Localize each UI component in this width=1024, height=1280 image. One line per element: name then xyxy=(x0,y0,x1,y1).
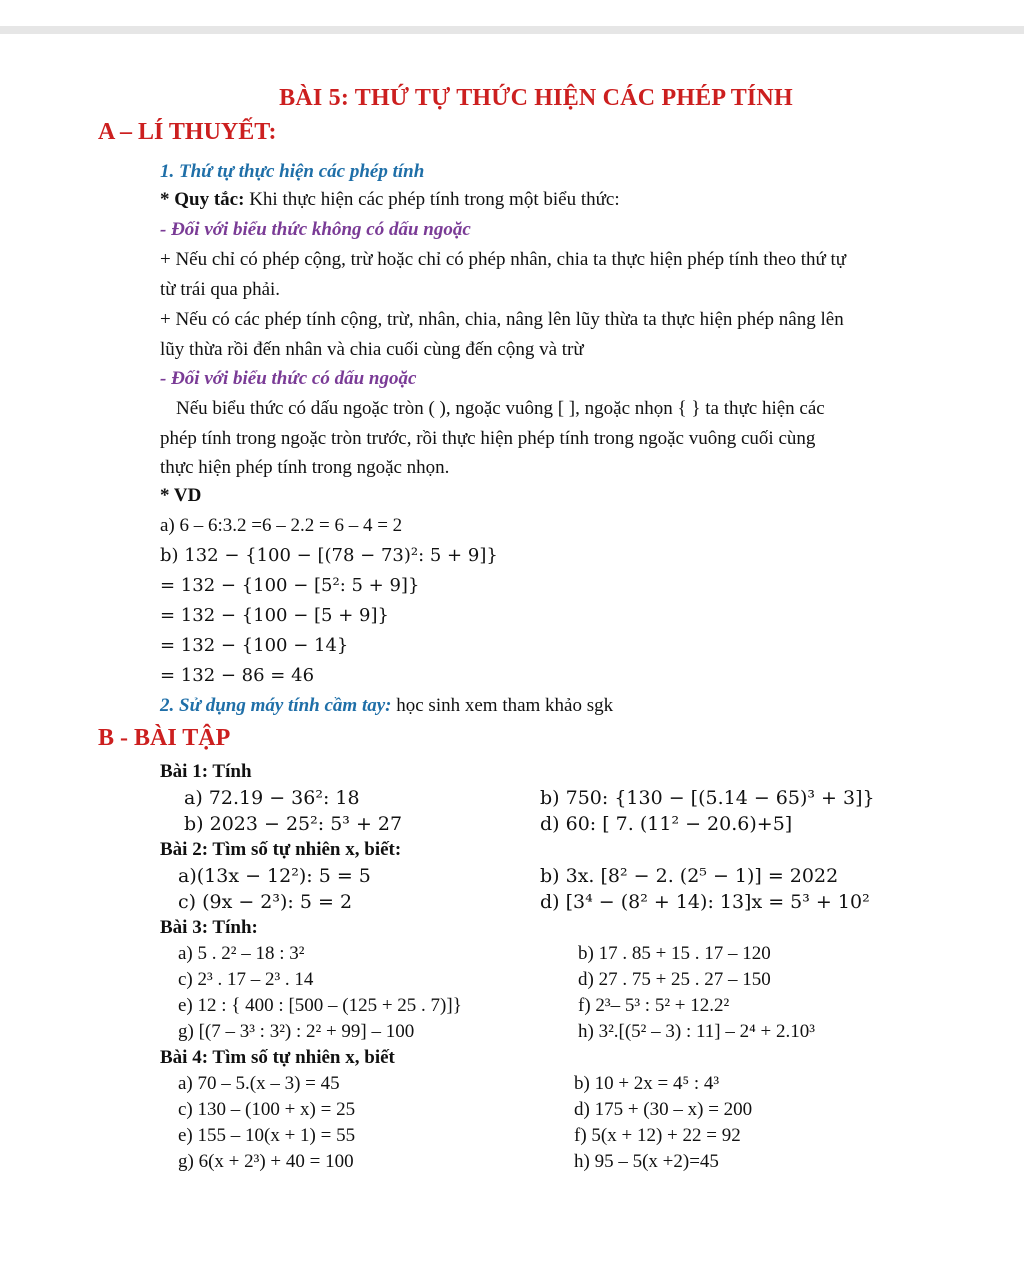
example-b-step-3: = 132 − {100 − [5 + 9]} xyxy=(160,605,389,626)
para-2-line-2: lũy thừa rồi đến nhân và chia cuối cùng đến cộng và trừ xyxy=(160,339,584,360)
theory-item-2 xyxy=(160,694,613,718)
exercise-3-title: Bài 3: Tính: xyxy=(160,917,258,938)
exercise-2-d: d) [3⁴ − (8² + 14): 13]x = 5³ + 10² xyxy=(540,891,870,913)
exercise-4-d: d) 175 + (30 – x) = 200 xyxy=(574,1099,753,1120)
exercise-1-title: Bài 1: Tính xyxy=(160,761,252,782)
rule-line xyxy=(160,188,620,212)
page-title: BÀI 5: THỨ TỰ THỨC HIỆN CÁC PHÉP TÍNH xyxy=(279,85,793,111)
exercise-3-g: g) [(7 – 3³ : 3²) : 2² + 99] – 100 xyxy=(178,1021,415,1042)
para-3-line-3: thực hiện phép tính trong ngoặc nhọn. xyxy=(160,457,450,478)
exercise-3-a: a) 5 . 2² – 18 : 3² xyxy=(178,943,305,964)
exercise-2-title: Bài 2: Tìm số tự nhiên x, biết: xyxy=(160,839,402,860)
exercise-1-d: d) 60: [ 7. (11² − 20.6)+5] xyxy=(540,813,793,835)
theory-item-1: 1. Thứ tự thực hiện các phép tính xyxy=(160,161,425,182)
exercise-1-b-right: b) 750: {130 − [(5.14 − 65)³ + 3]} xyxy=(540,787,875,809)
exercise-3-d: d) 27 . 75 + 25 . 27 – 150 xyxy=(578,969,771,990)
example-b-step-1: b) 132 − {100 − [(78 − 73)²: 5 + 9]} xyxy=(160,545,498,566)
para-3-line-2: phép tính trong ngoặc tròn trước, rồi thực hiện phép tính trong ngoặc vuông cuối cùng xyxy=(160,428,816,449)
exercise-3-e: e) 12 : { 400 : [500 – (125 + 25 . 7)]} xyxy=(178,995,462,1016)
para-1-line-1: + Nếu chỉ có phép cộng, trừ hoặc chỉ có phép nhân, chia ta thực hiện phép tính theo thứ tự xyxy=(160,249,847,270)
exercise-4-title: Bài 4: Tìm số tự nhiên x, biết xyxy=(160,1047,395,1068)
para-3-line-1: Nếu biểu thức có dấu ngoặc tròn ( ), ngoặc vuông [ ], ngoặc nhọn { } ta thực hiện các xyxy=(176,398,825,419)
exercise-3-b: b) 17 . 85 + 15 . 17 – 120 xyxy=(578,943,771,964)
theory-heading: A – LÍ THUYẾT: xyxy=(98,119,277,145)
exercise-2-a: a)(13x − 12²): 5 = 5 xyxy=(178,865,371,887)
exercise-2-b: b) 3x. [8² − 2. (2⁵ − 1)] = 2022 xyxy=(540,865,839,887)
exercise-4-h: h) 95 – 5(x +2)=45 xyxy=(574,1151,719,1172)
rule-text: Khi thực hiện các phép tính trong một biểu thức: xyxy=(244,189,620,210)
exercise-4-b: b) 10 + 2x = 4⁵ : 4³ xyxy=(574,1073,720,1094)
top-divider xyxy=(0,26,1024,34)
exercise-1-b-left: b) 2023 − 25²: 5³ + 27 xyxy=(184,813,403,835)
exercise-2-c: c) (9x − 2³): 5 = 2 xyxy=(178,891,353,913)
exercise-4-c: c) 130 – (100 + x) = 25 xyxy=(178,1099,356,1120)
exercise-4-a: a) 70 – 5.(x – 3) = 45 xyxy=(178,1073,340,1094)
no-bracket-heading: - Đối với biểu thức không có dấu ngoặc xyxy=(160,219,471,240)
with-bracket-heading: - Đối với biểu thức có dấu ngoặc xyxy=(160,368,417,389)
exercise-3-c: c) 2³ . 17 – 2³ . 14 xyxy=(178,969,314,990)
calculator-text: học sinh xem tham khảo sgk xyxy=(391,695,614,716)
calculator-label: 2. Sử dụng máy tính cầm tay: xyxy=(160,695,392,716)
exercise-4-f: f) 5(x + 12) + 22 = 92 xyxy=(574,1125,741,1146)
rule-label: * Quy tắc: xyxy=(160,189,245,210)
example-b-step-2: = 132 − {100 − [5²: 5 + 9]} xyxy=(160,575,420,596)
para-2-line-1: + Nếu có các phép tính cộng, trừ, nhân, chia, nâng lên lũy thừa ta thực hiện phép nâng lên xyxy=(160,309,844,330)
exercises-heading: B - BÀI TẬP xyxy=(98,725,231,751)
para-1-line-2: từ trái qua phải. xyxy=(160,279,281,300)
exercise-1-a: a) 72.19 − 36²: 18 xyxy=(184,787,360,809)
example-a: a) 6 – 6:3.2 =6 – 2.2 = 6 – 4 = 2 xyxy=(160,515,403,536)
example-b-step-5: = 132 − 86 = 46 xyxy=(160,665,315,686)
exercise-3-f: f) 2³– 5³ : 5² + 12.2² xyxy=(578,995,730,1016)
exercise-4-e: e) 155 – 10(x + 1) = 55 xyxy=(178,1125,356,1146)
example-b-step-4: = 132 − {100 − 14} xyxy=(160,635,349,656)
exercise-3-h: h) 3².[(5² – 3) : 11] – 2⁴ + 2.10³ xyxy=(578,1021,815,1042)
exercise-4-g: g) 6(x + 2³) + 40 = 100 xyxy=(178,1151,354,1172)
example-label: * VD xyxy=(160,485,202,506)
